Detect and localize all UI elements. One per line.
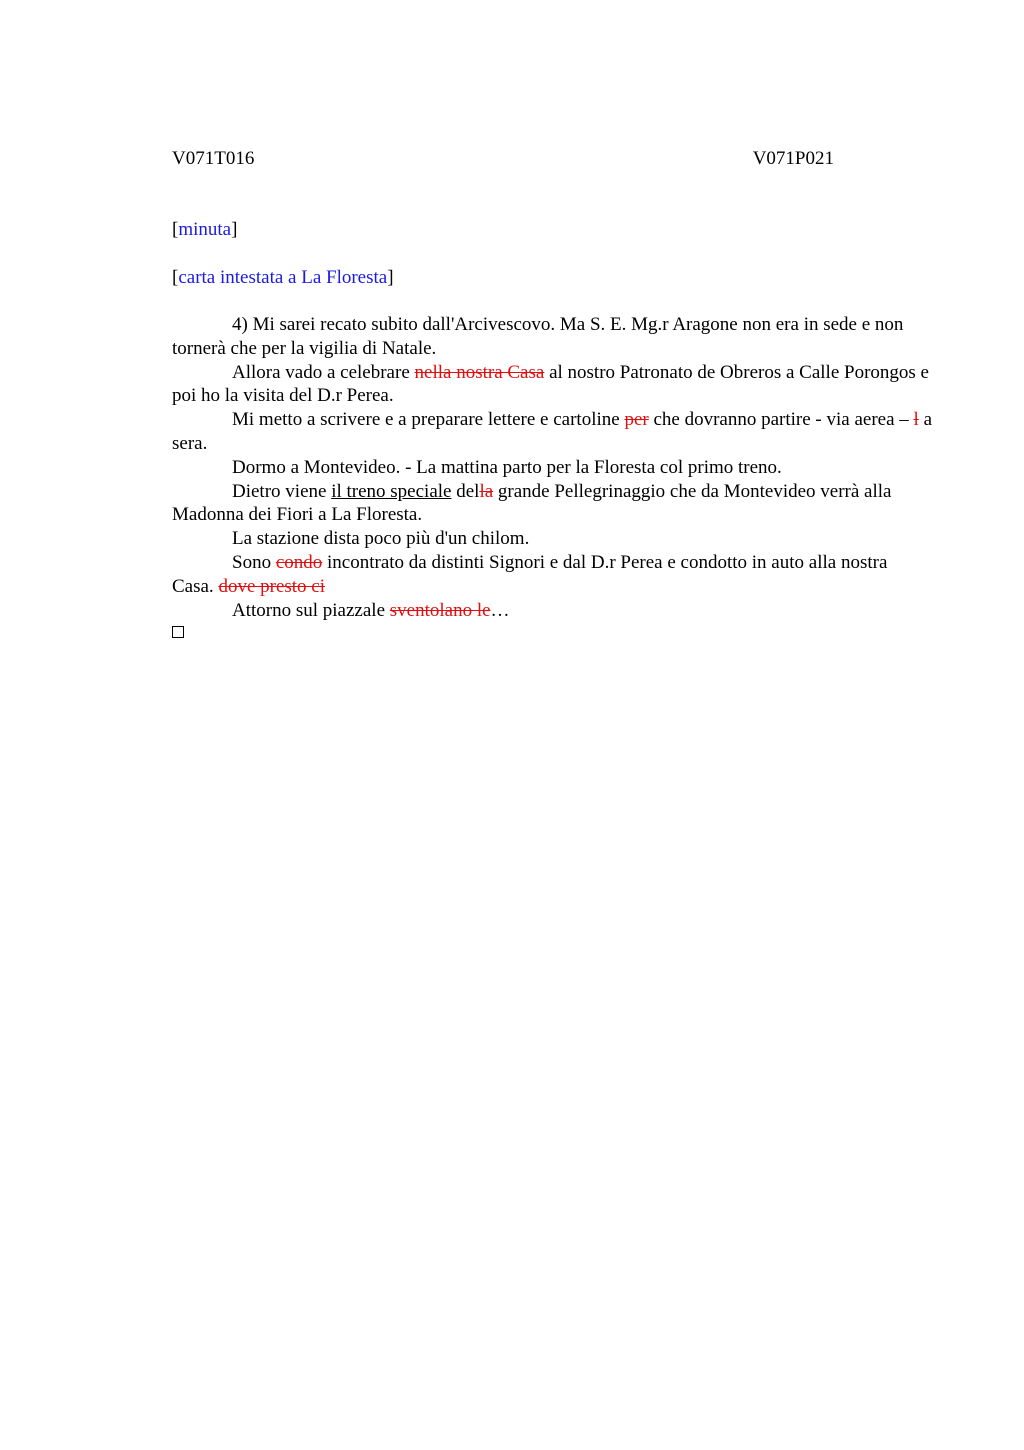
- end-of-document-box-icon: [172, 626, 184, 638]
- paragraph-text: Sono: [232, 551, 276, 573]
- deleted-text: sventolano le: [389, 599, 491, 621]
- deleted-text: dove presto ci: [218, 575, 326, 597]
- editorial-note-minuta: [172, 218, 237, 242]
- editorial-note-letterhead: [172, 266, 394, 290]
- note-minuta-text: minuta: [178, 219, 232, 240]
- paragraph-text: del: [451, 480, 480, 502]
- document-code-left: V071T016: [172, 148, 255, 169]
- paragraph-text: incontrato da distinti Signori e dal D.r Perea e condotto in auto alla nostra Casa.: [172, 551, 888, 597]
- paragraph-5: [172, 480, 932, 528]
- paragraph-text: Mi metto a scrivere e a preparare lettere e cartoline: [232, 409, 625, 431]
- letter-body: [172, 313, 932, 638]
- paragraph-text: Dietro viene: [232, 480, 332, 502]
- paragraph-3: [172, 408, 932, 456]
- paragraph-text: …: [490, 599, 510, 621]
- deleted-text: la: [479, 480, 494, 502]
- deleted-text: nella nostra Casa: [414, 361, 545, 383]
- paragraph-6: [172, 527, 932, 551]
- close-bracket: ]: [387, 267, 394, 288]
- paragraph-text: Allora vado a celebrare: [232, 361, 415, 383]
- open-bracket: [: [172, 267, 179, 288]
- deleted-text: per: [624, 409, 649, 431]
- paragraph-8: [172, 599, 932, 623]
- paragraph-text: grande Pellegrinaggio che da Montevideo verrà alla Madonna dei Fiori a La Floresta.: [172, 480, 892, 526]
- paragraph-text: Attorno sul piazzale: [232, 599, 390, 621]
- paragraph-text: La stazione dista poco più d'un chilom.: [232, 528, 530, 550]
- underlined-text: il treno speciale: [331, 480, 452, 502]
- paragraph-2: [172, 361, 932, 409]
- paragraph-text: Dormo a Montevideo. - La mattina parto per la Floresta col primo treno.: [232, 456, 782, 478]
- paragraph-text: a sera.: [172, 409, 932, 454]
- document-code-right: V071P021: [752, 148, 834, 169]
- open-bracket: [: [172, 219, 179, 240]
- deleted-text: l: [913, 409, 919, 431]
- paragraph-text: che dovranno partire - via aerea –: [648, 409, 914, 431]
- paragraph-1: [172, 313, 932, 361]
- close-bracket: ]: [231, 219, 238, 240]
- paragraph-text: al nostro Patronato de Obreros a Calle Porongos e poi ho la visita del D.r Perea.: [172, 361, 929, 407]
- paragraph-4: [172, 456, 932, 480]
- note-letterhead-text: carta intestata a La Floresta: [178, 267, 388, 288]
- deleted-text: condo: [275, 551, 323, 573]
- paragraph-7: [172, 551, 932, 599]
- document-header: [172, 147, 834, 171]
- paragraph-text: 4) Mi sarei recato subito dall'Arcivescovo. Ma S. E. Mg.r Aragone non era in sede e non tornerà che per la vigilia di Natale.: [172, 314, 904, 359]
